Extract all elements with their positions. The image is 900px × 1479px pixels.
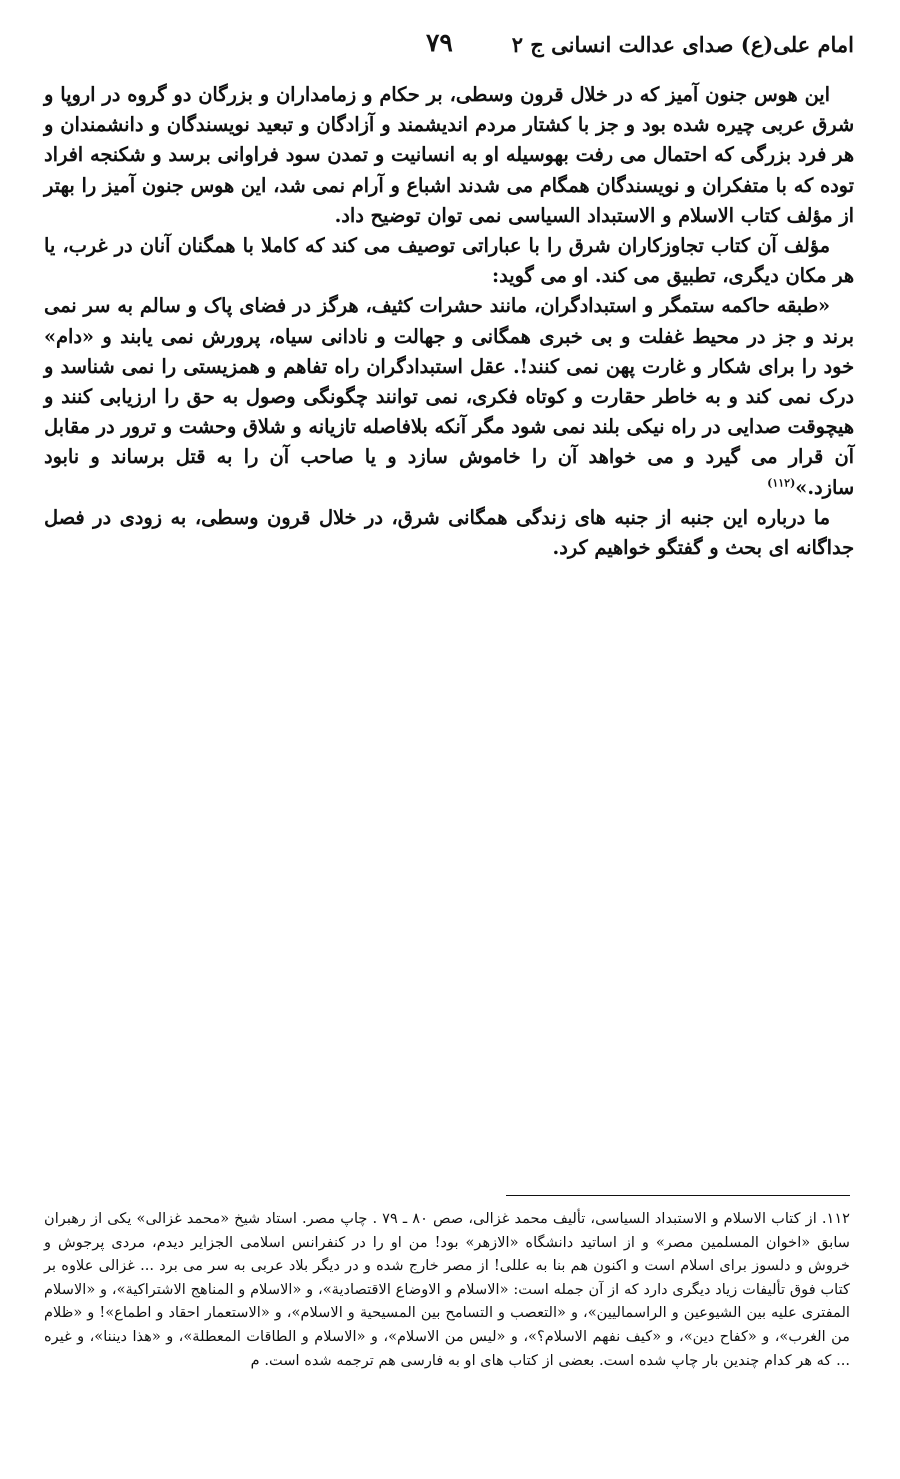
page-number: ۷۹	[426, 28, 453, 57]
running-header	[46, 28, 854, 68]
footnote	[44, 1207, 850, 1372]
paragraph-2: مؤلف آن کتاب تجاوزکاران شرق را با عباراتی توصیف می کند که کاملا با همگنان آنان در غرب، یا هر مکان دیگری، تطبیق می کند. او می گوید:	[44, 234, 854, 288]
quote-text: «طبقه حاکمه ستمگر و استبدادگران، مانند حشرات کثیف، هرگز در فضای پاک و سالم به سر نمی برند و جز در محیط غفلت و بی خبری همگانی و جهالت و نادانی سیاه، پرورش نمی یابند و «دام» خود را برای شکار و غارت پهن نمی کنند!. عقل استبدادگران راه تفاهم و همزیستی را نمی شناسد و درک نمی کند و به خاطر حقارت و کوتاه فکری، نمی توانند چگونگی وصول به حق را ارزیابی کنند و هیچوقت صدایی در راه نیکی بلند نمی شود مگر آنکه بلافاصله تازیانه و شلاق وحشت و ترور در مقابل آن قرار می گیرد و می خواهد آن را خاموش سازد و یا صاحب آن را به قتل برساند و نابود سازد.»	[44, 294, 854, 499]
footnote-text: ۱۱۲. از کتاب الاسلام و الاستبداد السیاسی، تألیف محمد غزالی، صص ۸۰ ـ ۷۹ . چاپ مصر. استاد شیخ «محمد غزالی» یکی از رهبران سابق «اخوان المسلمین مصر» و از اساتید دانشگاه «الازهر» بود! من او را در کنفرانس اسلامی الجزایر دیدم، مردی پرجوش و خروش و دلسوز برای اسلام است و اکنون هم بنا به عللی! از مصر خارج شده و در دیگر بلاد عربی به سر می برد ... غزالی علاوه بر کتاب فوق تألیفات زیاد دیگری دارد که از آن جمله است: «الاسلام و الاوضاع الاقتصادیة»، و «الاسلام و المناهج الاشتراکیة»، و «الاسلام المفتری علیه بین الشیوعین و الراسمالیین»، و «التعصب و التسامح بین المسیحیة و الاسلام»، و «الاستعمار احقاد و اطماع»! و «ظلام من الغرب»، و «کفاح دین»، و «کیف نفهم الاسلام؟»، و «لیس من الاسلام»، و «الاسلام و الطاقات المعطلة»، و «هذا دیننا»، و غیره ... که هر کدام چندین بار چاپ شده است. بعضی از کتاب های او به فارسی هم ترجمه شده است. م	[44, 1210, 850, 1369]
paragraph-1: این هوس جنون آمیز که در خلال قرون وسطی، بر حکام و زمامداران و بزرگان دو گروه در اروپا و شرق عربی چیره شده بود و جز با کشتار مردم اندیشمند و آزادگان و تبعید نویسندگان و دانشمندان و هر فرد بزرگی که احتمال می رفت بهوسیله او به انسانیت و تمدن سود فراوانی برسد و شکنجه افراد توده که با متفکران و نویسندگان همگام می شدند اشباع و آرام نمی شد، این هوس جنون آمیز را بهتر از مؤلف کتاب الاسلام و الاستبداد السیاسی نمی توان توضیح داد.	[44, 83, 854, 227]
footnote-reference: (۱۱۲)	[767, 476, 796, 490]
footnote-separator	[506, 1195, 850, 1196]
paragraph-4: ما درباره این جنبه از جنبه های زندگی همگانی شرق، در خلال قرون وسطی، به زودی در فصل جداگانه ای بحث و گفتگو خواهیم کرد.	[44, 505, 854, 560]
running-title: امام علی(ع) صدای عدالت انسانی ج ۲	[511, 32, 854, 57]
main-text	[44, 80, 854, 563]
quote-paragraph	[44, 291, 854, 502]
